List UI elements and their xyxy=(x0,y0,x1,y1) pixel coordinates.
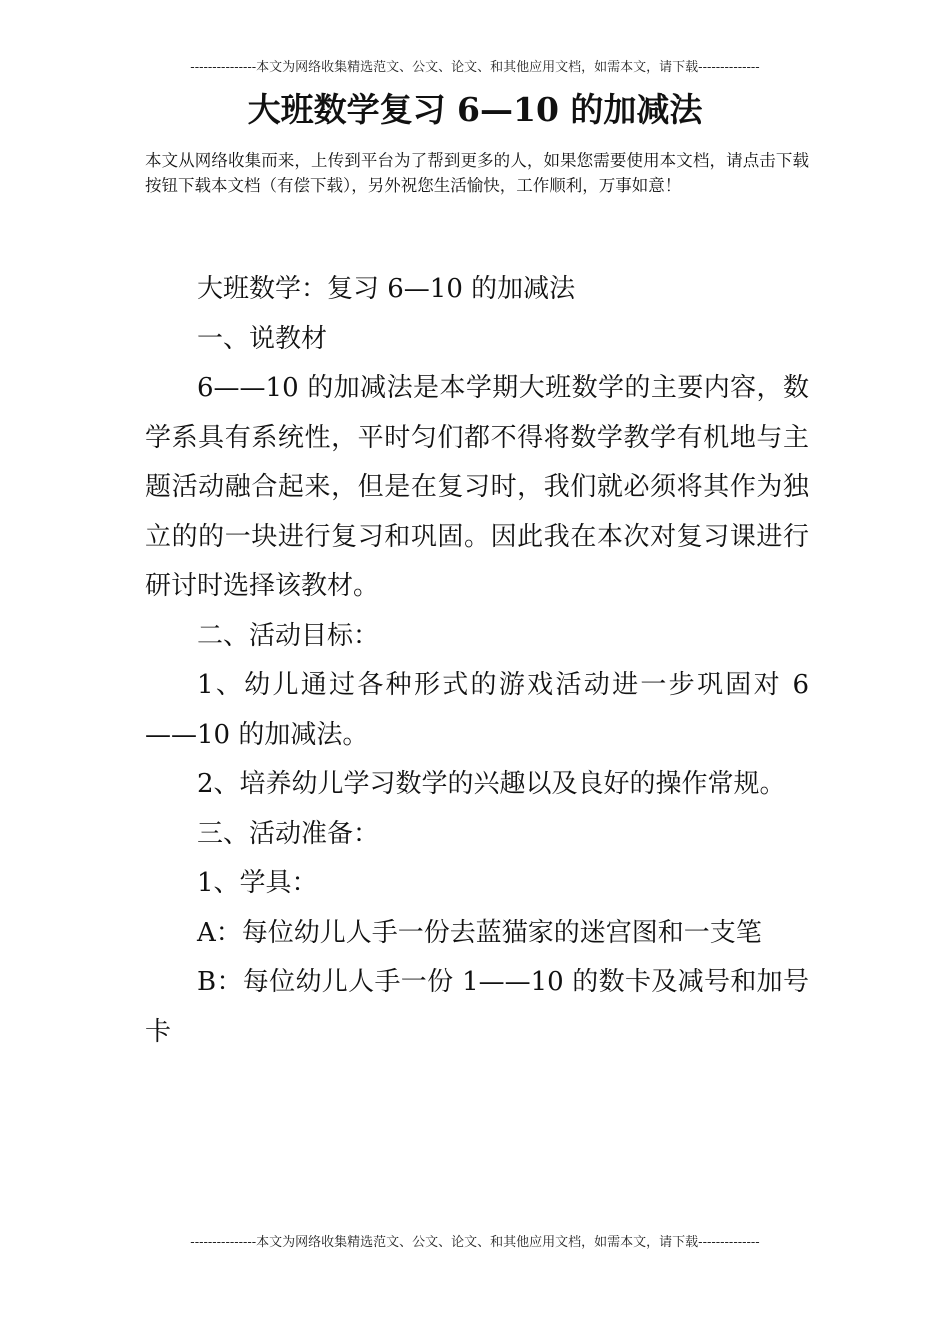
disclaimer-text: 本文从网络收集而来，上传到平台为了帮到更多的人，如果您需要使用本文档，请点击下载按钮下载本文档（有偿下载），另外祝您生活愉快，工作顺利，万事如意！ xyxy=(145,151,809,195)
paragraph-material-a: A：每位幼儿人手一份去蓝猫家的迷宫图和一支笔 xyxy=(197,917,762,948)
paragraph-goal-1: 1、幼儿通过各种形式的游戏活动进一步巩固对 6——10 的加减法。 xyxy=(145,670,809,750)
section-heading-textbook: 一、说教材 xyxy=(197,323,328,354)
section-heading-goals: 二、活动目标： xyxy=(197,620,380,651)
document-title: 大班数学复习 6—10 的加减法 xyxy=(247,90,703,129)
document-body xyxy=(145,265,809,1057)
paragraph-textbook-description: 6——10 的加减法是本学期大班数学的主要内容，数学系具有系统性，平时匀们都不得将数学教学有机地与主题活动融合起来，但是在复习时，我们就必须将其作为独立的的一块进行复习和巩固。因此我在本次对复习课进行研讨时选择该教材。 xyxy=(145,373,809,601)
section-heading-preparation: 三、活动准备： xyxy=(197,818,380,849)
paragraph-goal-2: 2、培养幼儿学习数学的兴趣以及良好的操作常规。 xyxy=(197,769,786,799)
paragraph-material-b: B：每位幼儿人手一份 1——10 的数卡及减号和加号卡 xyxy=(145,967,809,1047)
footer-banner: ---------------本文为网络收集精选范文、公文、论文、和其他应用文档，如需本文，请下载-------------- xyxy=(190,1235,760,1250)
header-banner: ---------------本文为网络收集精选范文、公文、论文、和其他应用文档，如需本文，请下载-------------- xyxy=(190,60,760,75)
paragraph-materials-heading: 1、学具： xyxy=(197,868,318,898)
paragraph-subtitle: 大班数学：复习 6—10 的加减法 xyxy=(197,274,576,304)
